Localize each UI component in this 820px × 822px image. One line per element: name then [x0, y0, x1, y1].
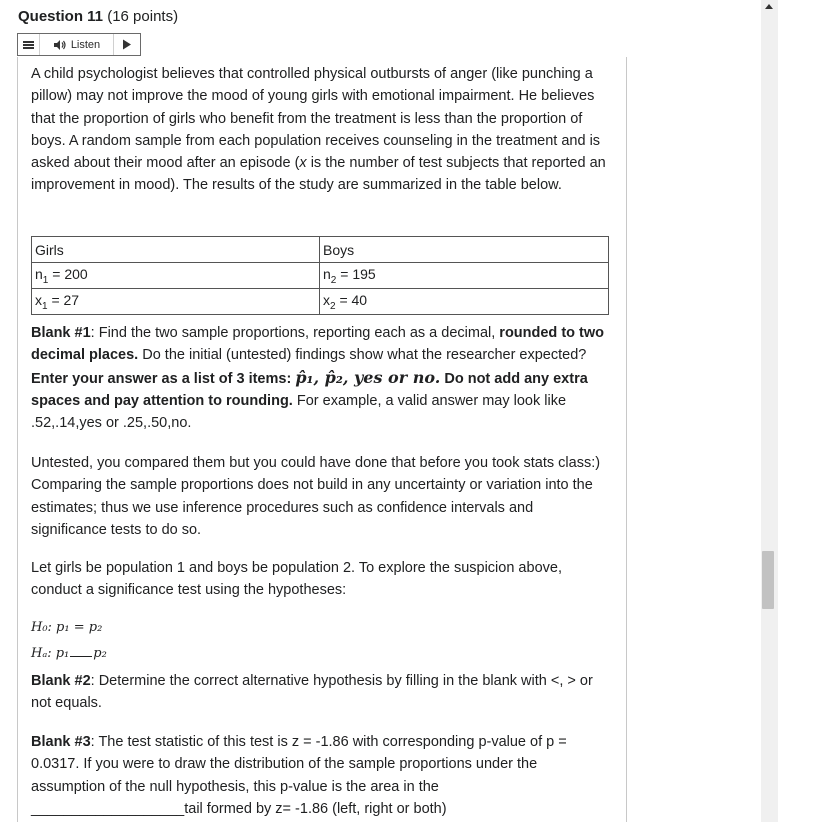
- x2-value: = 40: [335, 291, 368, 308]
- blank3-label: Blank #3: [31, 734, 91, 750]
- blank3-text-b: tail formed by z= -1.86 (left, right or both): [184, 800, 447, 817]
- play-icon: [122, 39, 132, 50]
- x1-sub: 1: [42, 300, 48, 312]
- blank1-bold-b: Enter your answer as a list of 3 items:: [31, 370, 296, 387]
- blank2-label: Blank #2: [31, 673, 91, 689]
- table-row: [32, 237, 609, 263]
- table-cell: Girls: [32, 237, 320, 263]
- blank1-paragraph: [31, 322, 613, 434]
- null-hypothesis: H₀: p₁ = p₂: [31, 620, 103, 635]
- blank3-text-a: : The test statistic of this test is z = -1.86 with corresponding p-value of p = 0.0317. If you were to draw the distribution of the sample proportions under the assumption of the null hypothesis, this p-value is the area in the: [31, 734, 567, 795]
- intro-text-a: A child psychologist believes that controlled physical outbursts of anger (like punching a pillow) may not improve the mood of young girls with emotional impairment. He believes that the proportion of girls who benefit from the treatment is less than the proportion of boys. A random sample from each population receives counseling in the treatment and is asked about their mood after an episode (: [31, 66, 601, 172]
- n1-value: = 200: [48, 265, 88, 282]
- table-row: [32, 263, 609, 289]
- table-row: [32, 289, 609, 315]
- intro-text-b: is the number of test subjects that reported an improvement in mood). The results of the study are summarized in the table below.: [31, 155, 606, 194]
- blank3-blank-line: ___________________: [31, 800, 185, 817]
- n1-sub: 1: [42, 274, 49, 286]
- n2-value: = 195: [336, 265, 376, 282]
- table-cell: Boys: [320, 237, 609, 263]
- blank2-text: : Determine the correct alternative hypothesis by filling in the blank with <, > or not equals.: [31, 673, 593, 712]
- populations-paragraph: Let girls be population 1 and boys be population 2. To explore the suspicion above, conduct a significance test using the hypotheses:: [31, 560, 562, 599]
- alternative-hypothesis: [31, 646, 107, 661]
- table-cell: [32, 263, 320, 289]
- scroll-up-arrow-icon[interactable]: [764, 2, 774, 12]
- table-cell: [320, 289, 609, 315]
- blank1-text-d: For example, a valid answer may look like .52,.14,yes or .25,.50,no.: [31, 392, 567, 432]
- play-button[interactable]: [114, 34, 140, 55]
- alt-hyp-blank: [70, 656, 92, 657]
- table-cell: [320, 263, 609, 289]
- untested-paragraph: Untested, you compared them but you could have done that before you took stats class:) Comparing the sample proportions does not build in any uncertainty or variation into the estimates; thus we use inference procedures such as confidence intervals and significance tests to do so.: [31, 455, 601, 538]
- table-cell: [32, 289, 320, 315]
- blank1-bold-c: Do not add any extra spaces and pay attention to rounding.: [31, 370, 588, 409]
- blank1-text-a: : Find the two sample proportions, reporting each as a decimal,: [90, 325, 500, 341]
- alt-hyp-left: Hₐ: p₁: [31, 646, 70, 661]
- blank1-label: Blank #1: [31, 325, 91, 341]
- x1-prefix: x: [35, 291, 42, 308]
- scrollbar-thumb[interactable]: [762, 551, 774, 609]
- n2-prefix: n: [323, 265, 331, 282]
- menu-icon[interactable]: [18, 34, 40, 55]
- intro-x-variable: x: [299, 155, 307, 172]
- x2-sub: 2: [330, 300, 336, 312]
- data-table: [31, 236, 609, 315]
- n1-prefix: n: [35, 265, 43, 282]
- blank3-paragraph: [31, 731, 611, 820]
- intro-paragraph: [31, 63, 611, 197]
- n2-sub: 2: [330, 274, 337, 286]
- x2-prefix: x: [323, 291, 330, 308]
- speaker-icon: [53, 39, 67, 51]
- blank2-paragraph: [31, 670, 611, 715]
- listen-button[interactable]: [40, 34, 114, 55]
- question-points: (16 points): [107, 8, 179, 25]
- blank1-math: p̂₁, p̂₂, yes or no.: [295, 367, 441, 387]
- listen-label: Listen: [70, 38, 101, 51]
- listen-toolbar: [17, 33, 141, 56]
- blank1-text-b: Do the initial (untested) findings show what the researcher expected?: [138, 347, 587, 364]
- x1-value: = 27: [47, 291, 80, 308]
- blank1-bold-a: rounded to two decimal places.: [31, 325, 604, 364]
- question-title: Question 11: [18, 8, 104, 25]
- scrollbar-track[interactable]: [761, 0, 778, 822]
- alt-hyp-right: p₂: [93, 646, 107, 661]
- question-header: [18, 8, 178, 25]
